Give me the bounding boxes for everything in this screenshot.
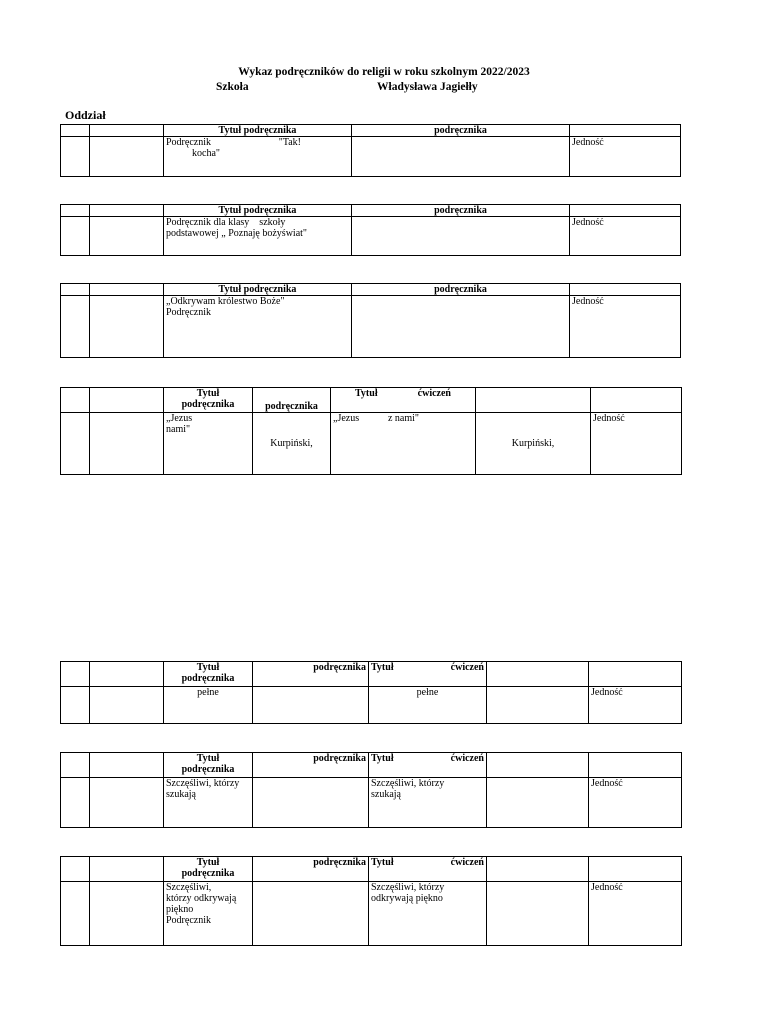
exercise-author-cell: Kurpiński, bbox=[476, 413, 591, 475]
table-cell bbox=[487, 753, 589, 778]
table-cell bbox=[352, 217, 570, 256]
table-cell bbox=[90, 857, 164, 882]
exercise-title-text: Szczęśliwi, którzy bbox=[371, 882, 445, 893]
textbook-table-1 bbox=[60, 124, 681, 177]
column-header bbox=[164, 388, 253, 413]
table-cell bbox=[61, 205, 90, 217]
exercise-title-cell: pełne bbox=[369, 687, 487, 724]
table-cell bbox=[90, 137, 164, 177]
table-cell bbox=[90, 388, 164, 413]
header-text: ćwiczeń bbox=[450, 857, 484, 868]
column-header: podręcznika bbox=[253, 388, 331, 413]
book-title-cell bbox=[164, 778, 253, 828]
column-header: Tytuł podręcznika bbox=[164, 284, 352, 296]
header-text: podręcznika bbox=[181, 399, 235, 410]
table-cell bbox=[61, 687, 90, 724]
column-header: podręcznika bbox=[253, 662, 369, 687]
book-title-text: piękno bbox=[166, 904, 194, 915]
table-cell bbox=[61, 778, 90, 828]
table-cell bbox=[253, 882, 369, 946]
table-cell bbox=[90, 687, 164, 724]
book-title-text: Szczęśliwi, bbox=[166, 882, 212, 893]
book-title-text: podstawowej „ Poznaję bożyświat" bbox=[166, 228, 307, 239]
exercise-title-text: „Jezus bbox=[333, 413, 360, 424]
table-cell bbox=[352, 137, 570, 177]
header-text: Tytuł bbox=[196, 388, 220, 399]
table-row bbox=[61, 753, 682, 778]
book-title-text: szukają bbox=[166, 789, 196, 800]
table-cell bbox=[90, 753, 164, 778]
header-text: Tytuł bbox=[371, 753, 394, 764]
column-header: podręcznika bbox=[253, 857, 369, 882]
book-title-cell bbox=[164, 413, 253, 475]
column-header: Tytuł podręcznika bbox=[164, 205, 352, 217]
book-title-text: którzy odkrywają bbox=[166, 893, 237, 904]
header-text: Tytuł bbox=[196, 857, 220, 868]
table-cell bbox=[253, 687, 369, 724]
table-cell bbox=[61, 882, 90, 946]
exercise-title-text: Szczęśliwi, którzy bbox=[371, 778, 445, 789]
column-header bbox=[164, 662, 253, 687]
table-row bbox=[61, 413, 682, 475]
table-row bbox=[61, 205, 681, 217]
book-title-text: kocha" bbox=[192, 148, 220, 159]
table-cell bbox=[487, 778, 589, 828]
section-label: Oddział bbox=[65, 108, 106, 122]
column-header: Tytuł podręcznika bbox=[164, 125, 352, 137]
table-row bbox=[61, 284, 681, 296]
header-text: Tytuł bbox=[371, 662, 394, 673]
table-row bbox=[61, 687, 682, 724]
table-cell bbox=[61, 125, 90, 137]
table-cell bbox=[589, 857, 682, 882]
table-cell bbox=[487, 857, 589, 882]
exercise-title-cell bbox=[369, 778, 487, 828]
table-cell bbox=[90, 413, 164, 475]
table-cell bbox=[570, 205, 681, 217]
table-cell bbox=[61, 217, 90, 256]
table-cell bbox=[487, 882, 589, 946]
book-title-cell bbox=[164, 217, 352, 256]
table-row bbox=[61, 137, 681, 177]
column-header: podręcznika bbox=[253, 753, 369, 778]
publisher-cell: Jedność bbox=[589, 778, 682, 828]
table-cell bbox=[61, 857, 90, 882]
table-cell bbox=[61, 413, 90, 475]
publisher-cell: Jedność bbox=[570, 137, 681, 177]
column-header: podręcznika bbox=[352, 284, 570, 296]
table-row bbox=[61, 217, 681, 256]
table-cell bbox=[589, 753, 682, 778]
table-cell bbox=[570, 284, 681, 296]
table-cell bbox=[61, 137, 90, 177]
table-cell bbox=[90, 125, 164, 137]
table-cell bbox=[591, 388, 682, 413]
header-text: ćwiczeń bbox=[450, 753, 484, 764]
textbook-table-6 bbox=[60, 752, 682, 828]
textbook-table-5 bbox=[60, 661, 682, 724]
book-title-text: „Jezus bbox=[166, 413, 193, 424]
column-header bbox=[164, 753, 253, 778]
table-cell bbox=[476, 388, 591, 413]
header-text: Tytuł bbox=[196, 753, 220, 764]
exercise-title-text: szukają bbox=[371, 789, 401, 800]
header-text: podręcznika bbox=[181, 764, 235, 775]
header-text: podręcznika bbox=[181, 868, 235, 879]
book-title-cell bbox=[164, 296, 352, 358]
book-title-text: Podręcznik bbox=[166, 307, 211, 318]
table-cell bbox=[61, 296, 90, 358]
textbook-table-3 bbox=[60, 283, 681, 358]
book-title-cell bbox=[164, 137, 352, 177]
book-title-cell bbox=[164, 882, 253, 946]
table-cell bbox=[90, 778, 164, 828]
column-header bbox=[369, 857, 487, 882]
header-text: Tytuł bbox=[355, 388, 378, 399]
book-title-text: Podręcznik dla klasy szkoły bbox=[166, 217, 286, 228]
book-title-text: Podręcznik bbox=[166, 137, 211, 148]
table-cell bbox=[487, 687, 589, 724]
exercise-title-text: odkrywają piękno bbox=[371, 893, 443, 904]
table-row bbox=[61, 778, 682, 828]
school-name: Władysława Jagiełły bbox=[377, 81, 478, 93]
book-title-text: Podręcznik bbox=[166, 915, 211, 926]
table-cell bbox=[90, 284, 164, 296]
book-title-text: "Tak! bbox=[278, 137, 301, 148]
table-cell bbox=[90, 205, 164, 217]
table-cell bbox=[253, 778, 369, 828]
column-header bbox=[369, 662, 487, 687]
header-text: podręcznika bbox=[181, 673, 235, 684]
textbook-table-4 bbox=[60, 387, 682, 475]
column-header bbox=[331, 388, 476, 413]
table-cell bbox=[90, 662, 164, 687]
column-header: podręcznika bbox=[352, 205, 570, 217]
author-cell: Kurpiński, bbox=[253, 413, 331, 475]
school-label: Szkoła bbox=[216, 81, 249, 93]
publisher-cell: Jedność bbox=[591, 413, 682, 475]
table-cell bbox=[570, 125, 681, 137]
exercise-title-cell bbox=[331, 413, 476, 475]
table-cell bbox=[61, 662, 90, 687]
textbook-table-2 bbox=[60, 204, 681, 256]
table-row bbox=[61, 857, 682, 882]
table-row bbox=[61, 882, 682, 946]
book-title-text: Szczęśliwi, którzy bbox=[166, 778, 240, 789]
book-title-cell: pełne bbox=[164, 687, 253, 724]
table-cell bbox=[61, 388, 90, 413]
header-text: Tytuł bbox=[196, 662, 220, 673]
table-cell bbox=[90, 296, 164, 358]
table-cell bbox=[90, 217, 164, 256]
exercise-title-text: z nami" bbox=[387, 413, 419, 424]
header-text: ćwiczeń bbox=[417, 388, 451, 399]
book-title-text: nami" bbox=[166, 424, 191, 435]
table-cell bbox=[61, 284, 90, 296]
table-row bbox=[61, 388, 682, 413]
table-row bbox=[61, 125, 681, 137]
table-row bbox=[61, 662, 682, 687]
table-cell bbox=[589, 662, 682, 687]
table-cell bbox=[90, 882, 164, 946]
document-title: Wykaz podręczników do religii w roku szkolnym 2022/2023 bbox=[238, 66, 530, 78]
header-text: ćwiczeń bbox=[450, 662, 484, 673]
column-header bbox=[164, 857, 253, 882]
table-cell bbox=[61, 753, 90, 778]
column-header: podręcznika bbox=[352, 125, 570, 137]
book-title-text: „Odkrywam królestwo Boże" bbox=[166, 296, 285, 307]
publisher-cell: Jedność bbox=[570, 296, 681, 358]
publisher-cell: Jedność bbox=[589, 882, 682, 946]
table-cell bbox=[487, 662, 589, 687]
textbook-table-7 bbox=[60, 856, 682, 946]
publisher-cell: Jedność bbox=[589, 687, 682, 724]
table-cell bbox=[352, 296, 570, 358]
header-text: Tytuł bbox=[371, 857, 394, 868]
column-header bbox=[369, 753, 487, 778]
exercise-title-cell bbox=[369, 882, 487, 946]
table-row bbox=[61, 296, 681, 358]
publisher-cell: Jedność bbox=[570, 217, 681, 256]
